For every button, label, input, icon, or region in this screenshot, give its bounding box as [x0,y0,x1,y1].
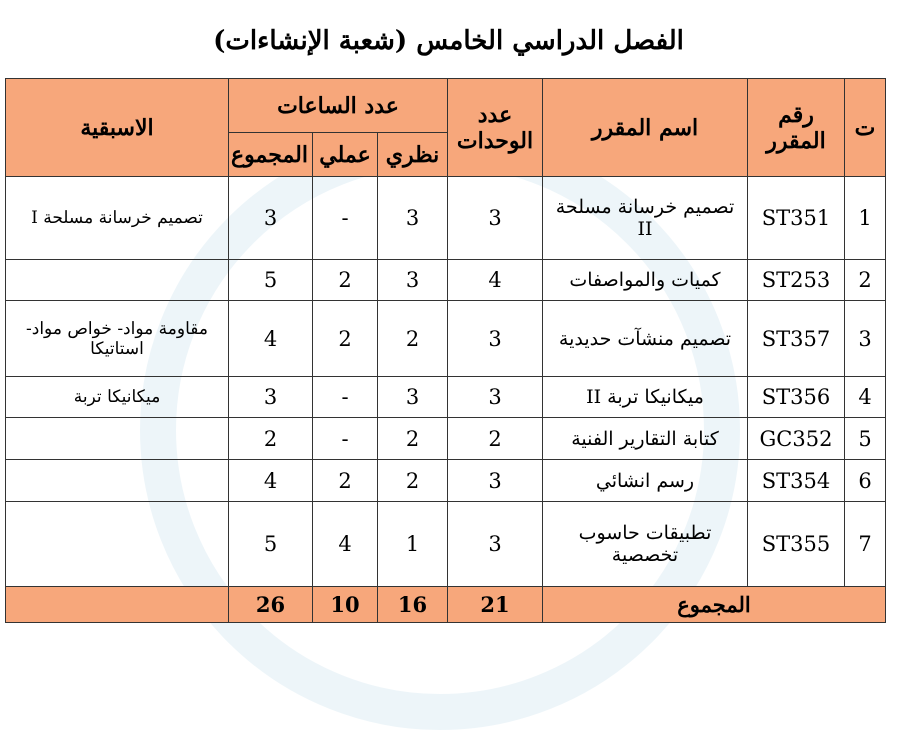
totals-label: المجموع [543,587,886,623]
row-code: ST351 [748,177,845,260]
row-index: 2 [845,260,886,301]
row-prereq [6,502,229,587]
totals-total: 26 [229,587,313,623]
row-prereq: مقاومة مواد- خواص مواد- استاتيكا [6,301,229,377]
row-units: 3 [448,502,543,587]
row-units: 3 [448,301,543,377]
row-total: 4 [229,301,313,377]
table-row [6,502,886,587]
totals-theory: 16 [378,587,448,623]
row-index: 7 [845,502,886,587]
row-units: 2 [448,418,543,460]
totals-practical: 10 [313,587,378,623]
row-index: 1 [845,177,886,260]
row-units: 3 [448,177,543,260]
row-prereq: ميكانيكا تربة [6,377,229,418]
row-prereq [6,460,229,502]
row-practical: 4 [313,502,378,587]
row-code: ST354 [748,460,845,502]
row-prereq [6,418,229,460]
row-name: كتابة التقارير الفنية [543,418,748,460]
row-index: 6 [845,460,886,502]
row-total: 3 [229,177,313,260]
row-code: ST253 [748,260,845,301]
table-row [6,260,886,301]
row-index: 3 [845,301,886,377]
header-units: عدد الوحدات [448,79,543,177]
totals-row [6,587,886,623]
row-practical: - [313,377,378,418]
header-name: اسم المقرر [543,79,748,177]
courses-table [5,78,886,623]
row-theory: 2 [378,301,448,377]
row-name: تطبيقات حاسوب تخصصية [543,502,748,587]
row-code: ST357 [748,301,845,377]
header-theory: نظري [378,133,448,177]
row-prereq: تصميم خرسانة مسلحة I [6,177,229,260]
header-index: ت [845,79,886,177]
row-name: رسم انشائي [543,460,748,502]
totals-units: 21 [448,587,543,623]
row-total: 3 [229,377,313,418]
row-theory: 3 [378,177,448,260]
row-units: 3 [448,377,543,418]
row-practical: - [313,418,378,460]
row-theory: 2 [378,460,448,502]
header-total: المجموع [229,133,313,177]
row-total: 2 [229,418,313,460]
row-theory: 1 [378,502,448,587]
header-row [6,79,886,133]
row-total: 5 [229,260,313,301]
row-code: ST355 [748,502,845,587]
row-practical: 2 [313,260,378,301]
header-hours: عدد الساعات [229,79,448,133]
page-title: الفصل الدراسي الخامس (شعبة الإنشاءات) [213,26,684,56]
table-row [6,377,886,418]
row-units: 4 [448,260,543,301]
header-code: رقم المقرر [748,79,845,177]
row-prereq [6,260,229,301]
row-code: GC352 [748,418,845,460]
table-row [6,460,886,502]
row-theory: 3 [378,260,448,301]
table-row [6,177,886,260]
row-practical: 2 [313,301,378,377]
header-prereq: الاسبقية [6,79,229,177]
row-theory: 3 [378,377,448,418]
row-practical: 2 [313,460,378,502]
header-practical: عملي [313,133,378,177]
row-total: 4 [229,460,313,502]
row-units: 3 [448,460,543,502]
table-row [6,418,886,460]
row-practical: - [313,177,378,260]
row-name: ميكانيكا تربة II [543,377,748,418]
row-total: 5 [229,502,313,587]
totals-prereq [6,587,229,623]
row-name: كميات والمواصفات [543,260,748,301]
row-index: 4 [845,377,886,418]
row-index: 5 [845,418,886,460]
row-code: ST356 [748,377,845,418]
row-theory: 2 [378,418,448,460]
row-name: تصميم منشآت حديدية [543,301,748,377]
row-name: تصميم خرسانة مسلحة II [543,177,748,260]
table-row [6,301,886,377]
